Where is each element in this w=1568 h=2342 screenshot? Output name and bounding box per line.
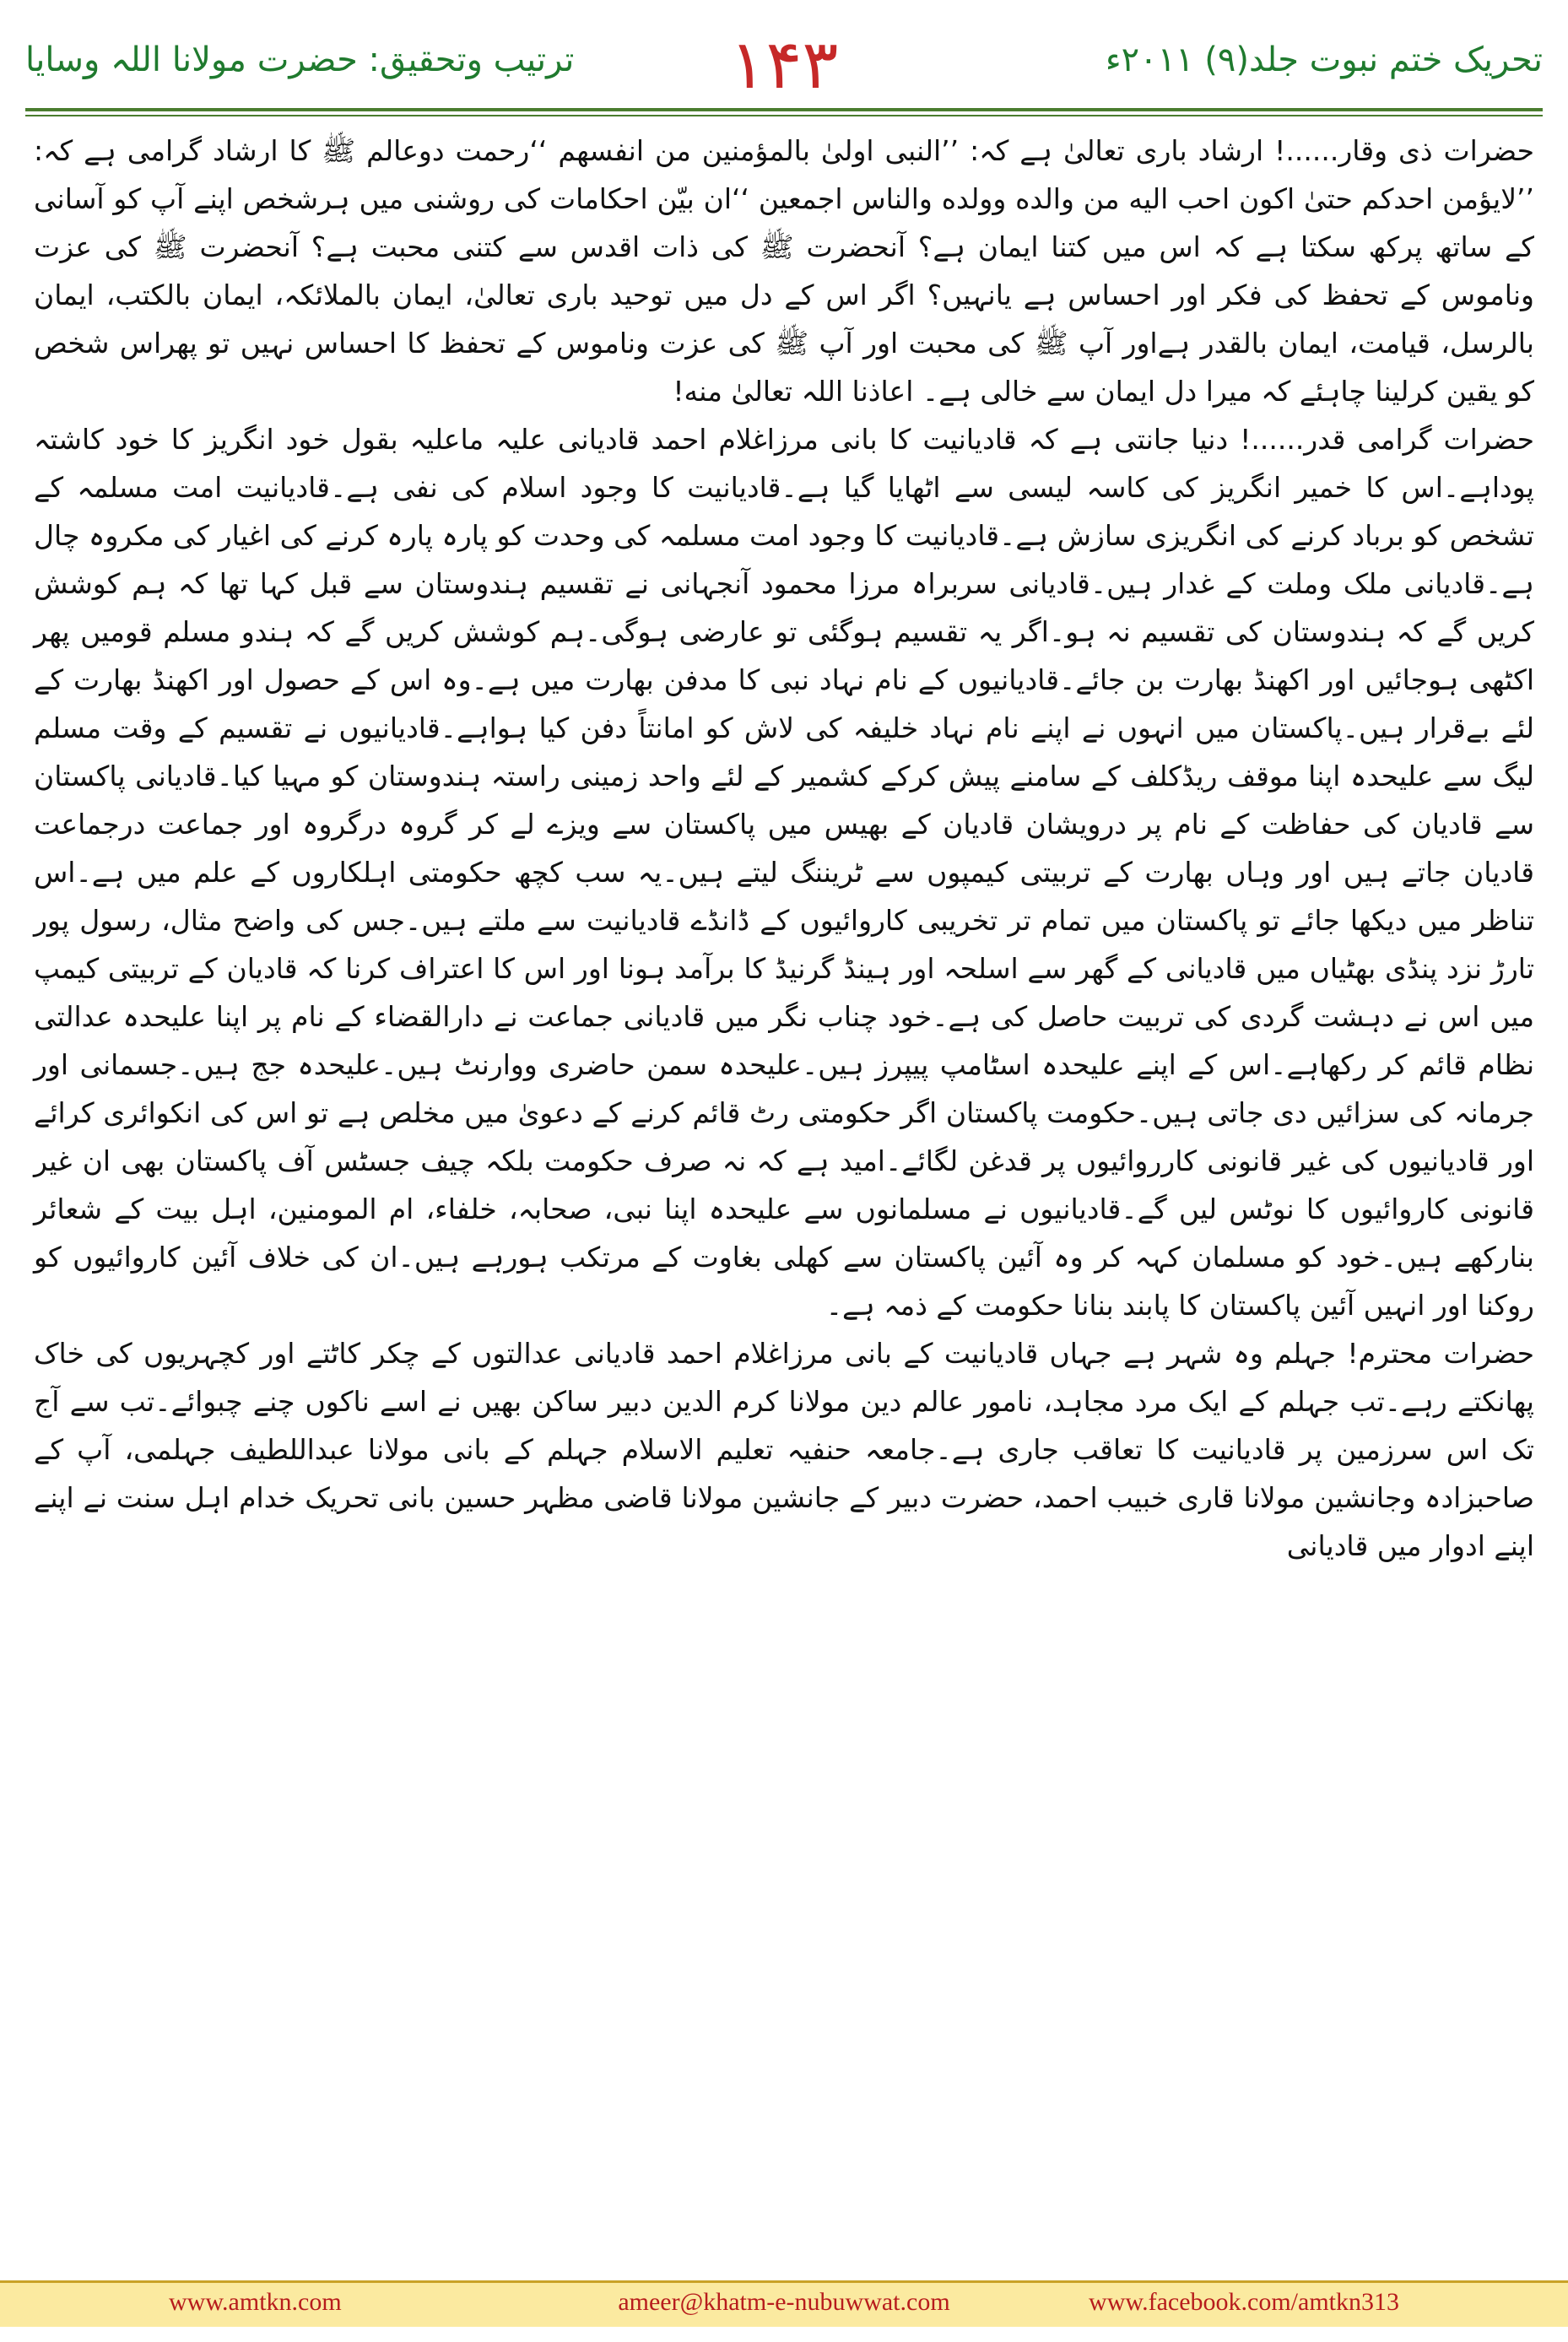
header-rule-thick <box>25 108 1543 111</box>
footer-email-link[interactable]: ameer@khatm-e-nubuwwat.com <box>618 2288 950 2316</box>
page-footer <box>0 2280 1568 2327</box>
paragraph-1 <box>34 127 1534 415</box>
footer-facebook-link[interactable]: www.facebook.com/amtkn313 <box>1089 2288 1399 2316</box>
page-body <box>34 127 1534 1570</box>
paragraph-3 <box>34 1329 1534 1570</box>
paragraph-text: ارشاد باری تعالیٰ ہے کہ: ’’النبی اولیٰ بالمؤمنین من انفسهم ‘‘رحمت دوعالم ﷺ کا ارشاد گرامی ہے کہ: ’’لایؤمن احدکم حتیٰ اکون احب الیه من والده وولده والناس اجمعین ‘‘ان بیّن احکامات کی روشنی میں ہرشخص اپنے آپ کو آسانی کے ساتھ پرکھ سکتا ہے کہ اس میں کتنا ایمان ہے؟ آنحضرت ﷺ کی ذات اقدس سے کتنی محبت ہے؟ آنحضرت ﷺ کی عزت وناموس کے تحفظ کی فکر اور احساس ہے یانہیں؟ اگر اس کے دل میں توحید باری تعالیٰ، ایمان بالملائکہ، ایمان بالکتب، ایمان بالرسل، قیامت، ایمان بالقدر ہےاور آپ ﷺ کی محبت اور آپ ﷺ کی عزت وناموس کے تحفظ کا احساس نہیں تو پھراس شخص کو یقین کرلینا چاہئے کہ میرا دل ایمان سے خالی ہے۔ اعاذنا اللہ تعالیٰ منه! <box>34 134 1534 408</box>
paragraph-2 <box>34 415 1534 1329</box>
paragraph-opener: حضرات گرامی قدر......! <box>1240 423 1534 456</box>
page-number: ۱۴۳ <box>729 25 839 104</box>
paragraph-opener: حضرات محترم! <box>1347 1337 1534 1370</box>
paragraph-text: جہلم وہ شہر ہے جہاں قادیانیت کے بانی مرزاغلام احمد قادیانی عدالتوں کے چکر کاٹتے اور کچہریوں کی خاک پھانکتے رہے۔تب جہلم کے ایک مرد مجاہد، نامور عالم دین مولانا کرم الدین دبیر ساکن بھیں نے اسے ناکوں چنے چبوائے۔تب سے آج تک اس سرزمین پر قادیانیت کا تعاقب جاری ہے۔جامعہ حنفیہ تعلیم الاسلام جہلم کے بانی مولانا عبداللطیف جہلمی، آپ کے صاحبزادہ وجانشین مولانا قاری خبیب احمد، حضرت دبیر کے جانشین مولانا قاضی مظہر حسین بانی تحریک خدام اہل سنت نے اپنے اپنے ادوار میں قادیانی <box>34 1337 1534 1562</box>
header-rule-thin <box>25 115 1543 116</box>
footer-website-link[interactable]: www.amtkn.com <box>169 2288 342 2316</box>
compiler-credit: ترتیب وتحقیق: حضرت مولانا اللہ وسایا <box>25 41 575 79</box>
book-title: تحریک ختم نبوت جلد(۹) ۲۰۱۱ء <box>1105 41 1543 79</box>
page-header <box>25 25 1543 118</box>
paragraph-opener: حضرات ذی وقار......! <box>1274 134 1535 167</box>
paragraph-text: دنیا جانتی ہے کہ قادیانیت کا بانی مرزاغلام احمد قادیانی علیہ ماعلیہ بقول خود انگریز کا خود کاشتہ پوداہے۔اس کا خمیر انگریز کی کاسہ لیسی سے اٹھایا گیا ہے۔قادیانیت کا وجود اسلام کی نفی ہے۔قادیانیت امت مسلمہ کے تشخص کو برباد کرنے کی انگریزی سازش ہے۔قادیانیت کا وجود امت مسلمہ کی وحدت کو پارہ پارہ کرنے کی اغیار کی مکروہ چال ہے۔قادیانی ملک وملت کے غدار ہیں۔قادیانی سربراہ مرزا محمود آنجہانی نے تقسیم ہندوستان سے قبل کہا تھا کہ ہم کوشش کریں گے کہ ہندوستان کی تقسیم نہ ہو۔اگر یہ تقسیم ہوگئی تو عارضی ہوگی۔ہم کوشش کریں گے کہ ہندو مسلم قومیں پھر اکٹھی ہوجائیں اور اکھنڈ بھارت بن جائے۔قادیانیوں کے نام نہاد نبی کا مدفن بھارت میں ہے۔وہ اس کے حصول اور اکھنڈ بھارت کے لئے بےقرار ہیں۔پاکستان میں انہوں نے اپنے نام نہاد خلیفہ کی لاش کو امانتاً دفن کیا ہواہے۔قادیانیوں نے تقسیم کے وقت مسلم لیگ سے علیحدہ اپنا موقف ریڈکلف کے سامنے پیش کرکے کشمیر کے لئے واحد زمینی راستہ ہندوستان کو مہیا کیا۔قادیانی پاکستان سے قادیان کی حفاظت کے نام پر درویشان قادیان کے بھیس میں پاکستان سے ویزے لے کر گروہ درگروہ اور جماعت درجماعت قادیان جاتے ہیں اور وہاں بھارت کے تربیتی کیمپوں سے ٹریننگ لیتے ہیں۔یہ سب کچھ حکومتی اہلکاروں کے علم میں ہے۔اس تناظر میں دیکھا جائے تو پاکستان میں تمام تر تخریبی کاروائیوں کے ڈانڈے قادیانیت سے ملتے ہیں۔جس کی واضح مثال، رسول پور تارڑ نزد پنڈی بھٹیاں میں قادیانی کے گھر سے اسلحہ اور ہینڈ گرنیڈ کا برآمد ہونا اور اس کا اعتراف کرنا کہ قادیان کے تربیتی کیمپ میں اس نے دہشت گردی کی تربیت حاصل کی ہے۔خود چناب نگر میں قادیانی جماعت نے دارالقضاء کے نام پر اپنا علیحدہ عدالتی نظام قائم کر رکھاہے۔اس کے اپنے علیحدہ اسٹامپ پیپرز ہیں۔علیحدہ سمن حاضری ووارنٹ ہیں۔علیحدہ جج ہیں۔جسمانی اور جرمانہ کی سزائیں دی جاتی ہیں۔حکومت پاکستان اگر حکومتی رٹ قائم کرنے کے دعویٰ میں مخلص ہے تو اس کی انکوائری کرائے اور قادیانیوں کی غیر قانونی کارروائیوں پر قدغن لگائے۔امید ہے کہ نہ صرف حکومت بلکہ چیف جسٹس آف پاکستان بھی ان غیر قانونی کاروائیوں کا نوٹس لیں گے۔قادیانیوں نے مسلمانوں سے علیحدہ اپنا نبی، صحابہ، خلفاء، ام المومنین، اہل بیت کے شعائر بنارکھے ہیں۔خود کو مسلمان کہہ کر وہ آئین پاکستان سے کھلی بغاوت کے مرتکب ہورہے ہیں۔ان کی خلاف آئین کاروائیوں کو روکنا اور انہیں آئین پاکستان کا پابند بنانا حکومت کے ذمہ ہے۔ <box>34 423 1534 1322</box>
